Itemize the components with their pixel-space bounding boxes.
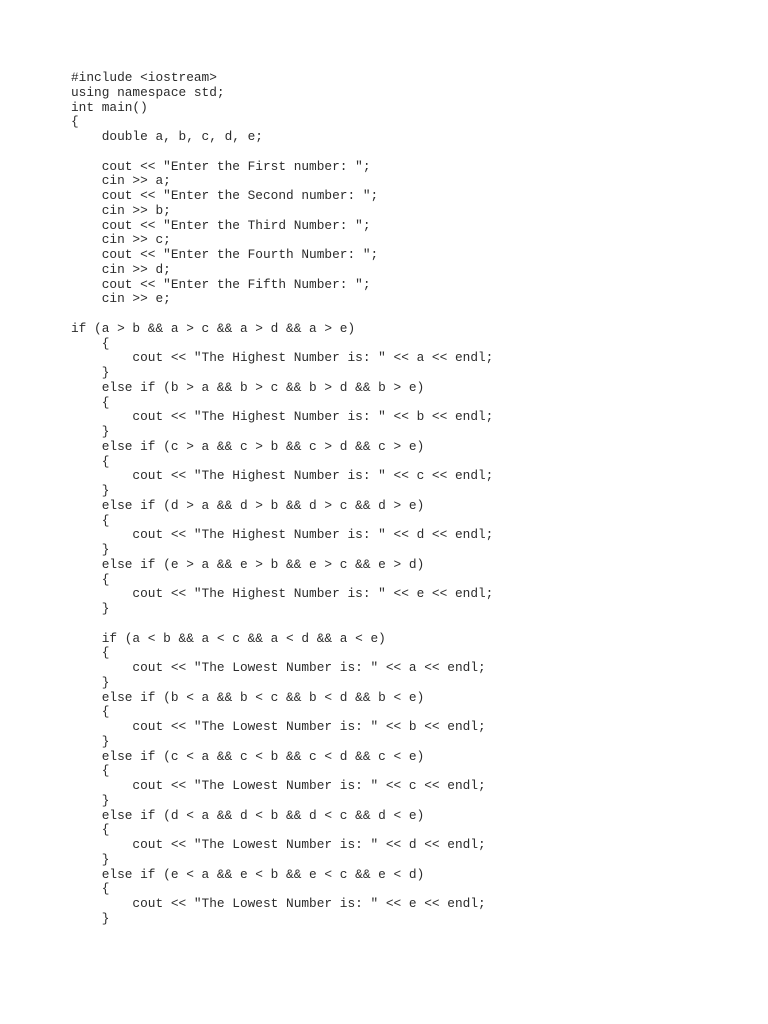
code-line: } [71, 792, 110, 808]
code-line: else if (c > a && c > b && c > d && c > e) [71, 438, 425, 454]
code-line [71, 617, 493, 632]
code-line: #include <iostream> [71, 70, 217, 85]
code-line: cin >> b; [71, 202, 171, 218]
code-line: { [71, 335, 110, 351]
code-line: cout << "The Lowest Number is: " << b << endl; [71, 719, 486, 734]
code-line: cout << "The Highest Number is: " << d << endl; [71, 527, 494, 543]
code-line: using namespace std; [71, 84, 225, 100]
code-line: } [71, 733, 110, 749]
code-line: { [71, 394, 110, 410]
code-line: cout << "Enter the Fourth Number: "; [71, 247, 379, 262]
code-line: if (a > b && a > c && a > d && a > e) [71, 320, 356, 336]
code-line: else if (e > a && e > b && e > c && e > d) [71, 556, 425, 572]
code-line: } [71, 910, 110, 926]
code-line: int main() [71, 99, 148, 115]
code-line: double a, b, c, d, e; [71, 129, 263, 144]
code-line [71, 145, 493, 160]
code-line: } [71, 542, 110, 557]
code-line: cin >> a; [71, 173, 171, 189]
code-line: else if (d < a && d < b && d < c && d < e) [71, 807, 425, 823]
code-line: cout << "Enter the Fifth Number: "; [71, 276, 371, 292]
code-line: { [71, 645, 110, 661]
code-line: } [71, 483, 110, 498]
code-line: else if (b < a && b < c && b < d && b < e) [71, 689, 425, 705]
code-line: cin >> e; [71, 291, 171, 307]
code-line: if (a < b && a < c && a < d && a < e) [71, 630, 386, 646]
code-line: else if (d > a && d > b && d > c && d > e) [71, 497, 425, 513]
code-line: { [71, 763, 110, 779]
code-line: cout << "The Lowest Number is: " << e << endl; [71, 896, 486, 911]
code-block [71, 71, 493, 927]
code-line: else if (e < a && e < b && e < c && e < d) [71, 866, 425, 882]
code-line: cin >> d; [71, 261, 171, 277]
code-line: cout << "Enter the First number: "; [71, 158, 371, 174]
code-line: { [71, 453, 110, 469]
code-line: cout << "Enter the Third Number: "; [71, 217, 371, 233]
code-line: } [71, 365, 110, 380]
code-line: cout << "The Highest Number is: " << e << endl; [71, 586, 494, 602]
code-line: cout << "The Highest Number is: " << a << endl; [71, 350, 494, 366]
code-line: cout << "The Highest Number is: " << b << endl; [71, 409, 494, 425]
code-line [71, 307, 493, 322]
code-line: cout << "The Lowest Number is: " << c << endl; [71, 778, 486, 793]
code-line: cout << "The Lowest Number is: " << a << endl; [71, 660, 486, 675]
code-line: { [71, 822, 110, 838]
code-line: else if (c < a && c < b && c < d && c < e) [71, 748, 425, 764]
code-line: { [71, 512, 110, 528]
code-line: { [71, 571, 110, 587]
code-line: cout << "Enter the Second number: "; [71, 188, 379, 203]
code-line: } [71, 674, 110, 690]
code-line: } [71, 601, 110, 616]
code-line: { [71, 881, 110, 897]
code-line: cout << "The Highest Number is: " << c << endl; [71, 468, 494, 484]
code-line: cout << "The Lowest Number is: " << d << endl; [71, 837, 486, 852]
code-line: } [71, 424, 110, 439]
code-line: else if (b > a && b > c && b > d && b > e) [71, 379, 425, 395]
code-line: { [71, 114, 79, 130]
code-line: cin >> c; [71, 232, 171, 248]
code-line: } [71, 851, 110, 867]
code-line: { [71, 704, 110, 720]
